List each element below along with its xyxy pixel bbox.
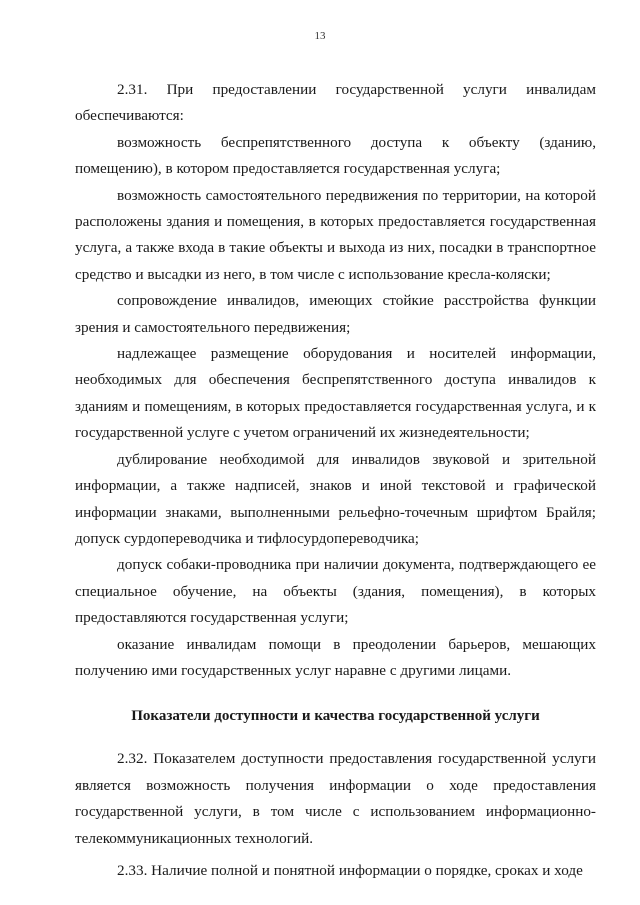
document-body [75,77,596,884]
list-item-equipment-placement: надлежащее размещение оборудования и носителей информации, необходимых для обеспечения беспрепятственного доступа инвалидов к зданиям и помещениям, в которых предоставляется государственная услуга, и к государственной услуге с учетом ограничений их жизнедеятельности; [75,345,596,442]
paragraph-2-32: 2.32. Показателем доступности предоставления государственной услуги является возможность получения информации о ходе предоставления государственной услуги, в том числе с использованием информационно-телекоммуникационных технологий. [75,750,596,847]
list-item-access-to-building: возможность беспрепятственного доступа к объекту (зданию, помещению), в котором предоставляется государственная услуга; [75,133,596,178]
list-item-guide-dog: допуск собаки-проводника при наличии документа, подтверждающего ее специальное обучение, на объекты (здания, помещения), в которых предоставляются государственная услуги; [75,556,596,627]
list-item-movement-on-territory: возможность самостоятельного передвижения по территории, на которой расположены здания и помещения, в которых предоставляется государственная услуга, а также входа в такие объекты и выхода из них, посадки в транспортное средство и высадки из него, в том числе с использование кресла-коляски; [75,186,596,283]
list-item-information-duplication: дублирование необходимой для инвалидов звуковой и зрительной информации, а также надписей, знаков и иной текстовой и графической информации знаками, выполненными рельефно-точечным шрифтом Брайля; допуск сурдопереводчика и тифлосурдопереводчика; [75,450,596,547]
paragraph-2-31: 2.31. При предоставлении государственной услуги инвалидам обеспечиваются: [75,81,596,125]
section-heading: Показатели доступности и качества государственной услуги [131,708,540,725]
list-item-barrier-assistance: оказание инвалидам помощи в преодолении барьеров, мешающих получению ими государственных услуг наравне с другими лицами. [75,635,596,679]
page-number: 13 [314,30,326,42]
list-item-accompaniment: сопровождение инвалидов, имеющих стойкие расстройства функции зрения и самостоятельного передвижения; [75,292,596,336]
paragraph-2-33: 2.33. Наличие полной и понятной информации о порядке, сроках и ходе [117,861,583,879]
